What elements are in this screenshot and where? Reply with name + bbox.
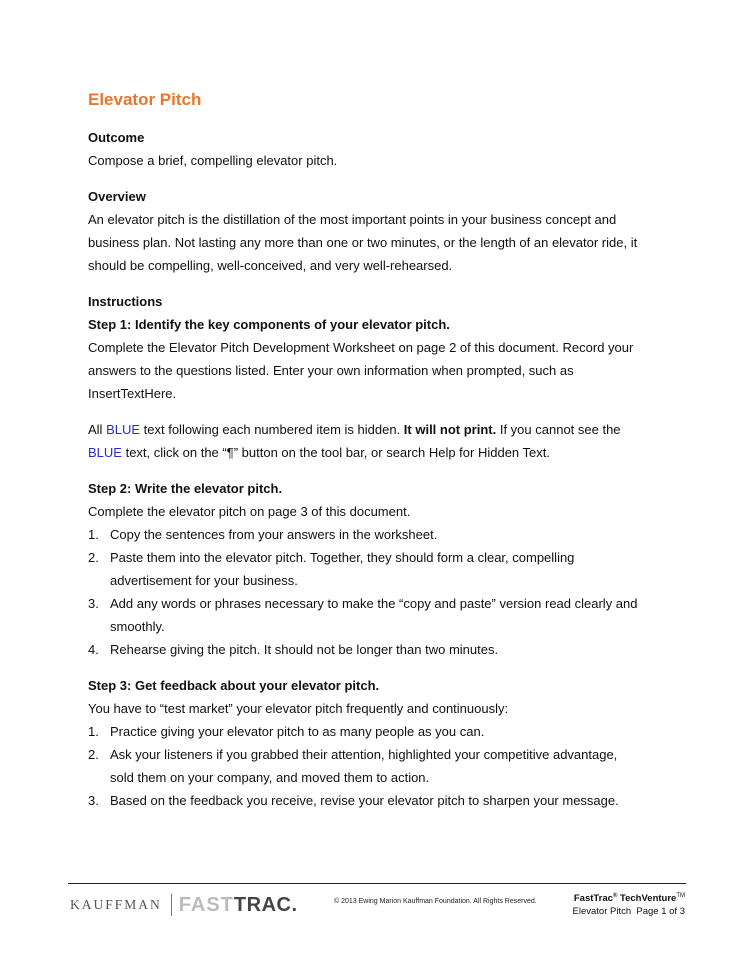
outcome-heading: Outcome bbox=[88, 130, 145, 145]
overview-line: should be compelling, well-conceived, and very well-rehearsed. bbox=[88, 258, 453, 273]
step3-intro: You have to “test market” your elevator pitch frequently and continuously: bbox=[88, 701, 509, 716]
step1-line: answers to the questions listed. Enter your own information when prompted, such as bbox=[88, 363, 574, 378]
list-number: 3. bbox=[88, 793, 99, 808]
list-item-text: sold them on your company, and moved them to action. bbox=[110, 770, 430, 785]
list-item bbox=[88, 720, 688, 743]
page-title: Elevator Pitch bbox=[88, 90, 202, 109]
brand-registered: ® bbox=[612, 893, 618, 899]
overview-line: An elevator pitch is the distillation of the most important points in your business concept and bbox=[88, 212, 617, 227]
step1-line: Complete the Elevator Pitch Development Worksheet on page 2 of this document. Record your bbox=[88, 340, 634, 355]
step1-line: InsertTextHere. bbox=[88, 386, 177, 401]
logo-dot: . bbox=[291, 893, 298, 916]
blue-word: BLUE bbox=[88, 445, 122, 460]
blue-word: BLUE bbox=[106, 422, 141, 437]
step2-heading: Step 2: Write the elevator pitch. bbox=[88, 481, 283, 496]
hidden-note-bold: It will not print. bbox=[403, 422, 497, 437]
step2-intro: Complete the elevator pitch on page 3 of this document. bbox=[88, 504, 411, 519]
list-item-text: Rehearse giving the pitch. It should not be longer than two minutes. bbox=[110, 642, 499, 657]
logo-divider bbox=[171, 894, 172, 916]
copyright-notice: © 2013 Ewing Marion Kauffman Foundation. All Rights Reserved. bbox=[334, 898, 537, 905]
list-item-text: Ask your listeners if you grabbed their attention, highlighted your competitive advantage, bbox=[110, 747, 618, 762]
hidden-note-line-1 bbox=[88, 418, 688, 441]
list-item-text: Copy the sentences from your answers in the worksheet. bbox=[110, 527, 438, 542]
step3-list bbox=[88, 720, 688, 812]
instructions-heading: Instructions bbox=[88, 294, 163, 309]
list-number: 3. bbox=[88, 596, 99, 611]
brand-techventure: TechVenture bbox=[617, 893, 677, 905]
trac-wordmark: TRAC bbox=[233, 893, 292, 916]
fast-wordmark: FAST bbox=[178, 893, 234, 916]
list-number: 1. bbox=[88, 527, 99, 542]
hidden-note-mid2: If you cannot see the bbox=[496, 422, 621, 437]
list-item-text: Practice giving your elevator pitch to as many people as you can. bbox=[110, 724, 485, 739]
list-item bbox=[88, 638, 688, 661]
list-item-text: Add any words or phrases necessary to make the “copy and paste” version read clearly and bbox=[110, 596, 638, 611]
list-item-text: smoothly. bbox=[110, 619, 165, 634]
kauffman-fasttrac-logo bbox=[70, 892, 297, 918]
overview-section bbox=[88, 185, 688, 277]
list-item bbox=[88, 789, 688, 812]
hidden-text-note bbox=[88, 418, 688, 464]
overview-line: business plan. Not lasting any more than one or two minutes, or the length of an elevator ride, it bbox=[88, 235, 638, 250]
list-number: 2. bbox=[88, 747, 99, 762]
footer-brand bbox=[573, 890, 685, 918]
step3-section bbox=[88, 674, 688, 812]
outcome-text: Compose a brief, compelling elevator pitch. bbox=[88, 153, 338, 168]
kauffman-wordmark: KAUFFMAN bbox=[70, 897, 162, 912]
list-item bbox=[88, 592, 688, 638]
list-item bbox=[88, 546, 688, 592]
hidden-note-pre: All bbox=[88, 422, 107, 437]
footer-divider bbox=[68, 883, 686, 884]
outcome-section bbox=[88, 126, 688, 172]
hidden-note-line-2 bbox=[88, 441, 688, 464]
list-item bbox=[88, 743, 688, 789]
step3-heading: Step 3: Get feedback about your elevator pitch. bbox=[88, 678, 380, 693]
page-number-label: Elevator Pitch Page 1 of 3 bbox=[572, 906, 685, 918]
list-number: 2. bbox=[88, 550, 99, 565]
step2-list bbox=[88, 523, 688, 661]
list-number: 1. bbox=[88, 724, 99, 739]
list-item-text: Paste them into the elevator pitch. Together, they should form a clear, compelling bbox=[110, 550, 575, 565]
brand-line bbox=[573, 890, 685, 905]
hidden-note-post: text, click on the “¶” button on the tool bar, or search Help for Hidden Text. bbox=[121, 445, 550, 460]
brand-trademark: TM bbox=[676, 893, 685, 899]
list-item bbox=[88, 523, 688, 546]
page-content bbox=[88, 88, 688, 825]
step2-section bbox=[88, 477, 688, 661]
instructions-step1-section bbox=[88, 290, 688, 405]
hidden-note-mid: text following each numbered item is hidden. bbox=[140, 422, 404, 437]
brand-fasttrac: FastTrac bbox=[573, 893, 613, 905]
overview-heading: Overview bbox=[88, 189, 146, 204]
list-item-text: Based on the feedback you receive, revise your elevator pitch to sharpen your message. bbox=[110, 793, 619, 808]
step1-heading: Step 1: Identify the key components of your elevator pitch. bbox=[88, 317, 450, 332]
list-number: 4. bbox=[88, 642, 99, 657]
list-item-text: advertisement for your business. bbox=[110, 573, 298, 588]
